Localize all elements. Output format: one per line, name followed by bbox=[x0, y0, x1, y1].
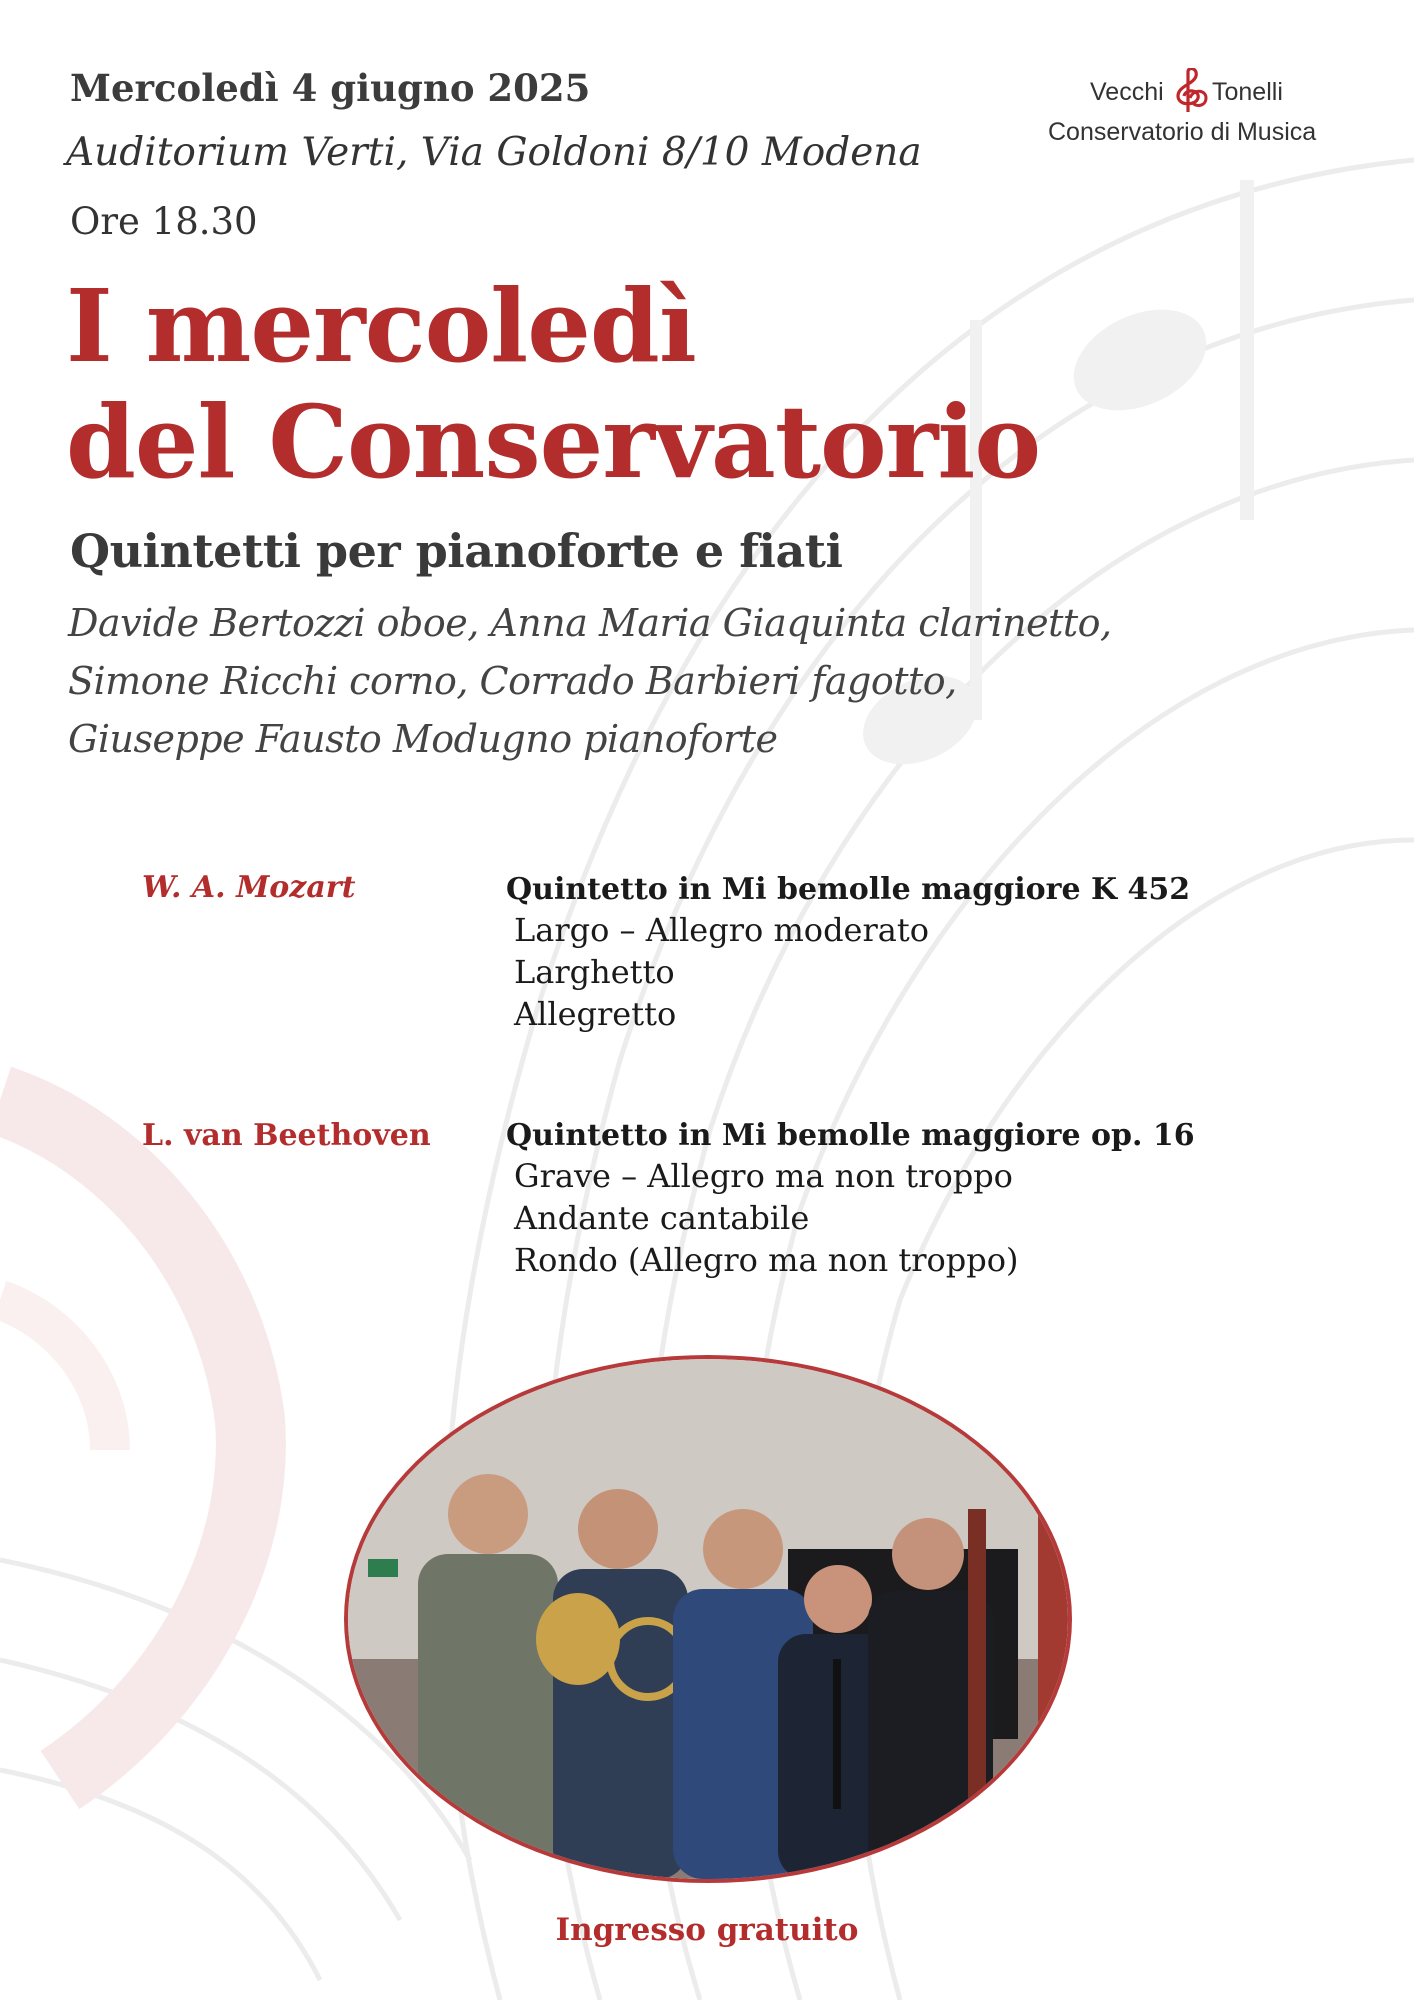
performers-line: Davide Bertozzi oboe, Anna Maria Giaquinta clarinetto, bbox=[68, 601, 1112, 645]
conservatorio-logo[interactable] bbox=[1048, 74, 1348, 154]
movement-item: Andante cantabile bbox=[514, 1199, 810, 1237]
performers-line: Giuseppe Fausto Modugno pianoforte bbox=[68, 717, 778, 761]
treble-clef-icon bbox=[1174, 68, 1208, 114]
ensemble-photo bbox=[344, 1355, 1072, 1883]
event-venue: Auditorium Verti, Via Goldoni 8/10 Modena bbox=[66, 130, 922, 175]
title-line-1: I mercoledì bbox=[66, 267, 696, 385]
ensemble-photo-illustration bbox=[348, 1359, 1068, 1879]
title-line-2: del Conservatorio bbox=[66, 383, 1041, 501]
program-work bbox=[506, 872, 1190, 1035]
performers-line: Simone Ricchi corno, Corrado Barbieri fagotto, bbox=[68, 659, 957, 703]
concert-subtitle: Quintetti per pianoforte e fiati bbox=[70, 524, 843, 578]
performers-list bbox=[68, 594, 1112, 768]
movement-item: Grave – Allegro ma non troppo bbox=[514, 1157, 1013, 1195]
movement-item: Largo – Allegro moderato bbox=[514, 911, 929, 949]
movement-item: Rondo (Allegro ma non troppo) bbox=[514, 1241, 1019, 1279]
event-date: Mercoledì 4 giugno 2025 bbox=[70, 66, 591, 110]
free-entry-note: Ingresso gratuito bbox=[555, 1912, 859, 1948]
movement-item: Allegretto bbox=[514, 995, 677, 1033]
logo-name-right: Tonelli bbox=[1212, 78, 1283, 106]
event-time: Ore 18.30 bbox=[70, 200, 258, 243]
logo-subtitle: Conservatorio di Musica bbox=[1048, 118, 1317, 146]
movement-item: Larghetto bbox=[514, 953, 675, 991]
program-composer: L. van Beethoven bbox=[142, 1118, 431, 1153]
work-title: Quintetto in Mi bemolle maggiore op. 16 bbox=[506, 1118, 1195, 1153]
logo-name-left: Vecchi bbox=[1090, 78, 1164, 106]
event-title bbox=[66, 268, 1040, 500]
program-composer: W. A. Mozart bbox=[142, 870, 356, 905]
work-title: Quintetto in Mi bemolle maggiore K 452 bbox=[506, 872, 1191, 907]
program-work bbox=[506, 1118, 1195, 1281]
